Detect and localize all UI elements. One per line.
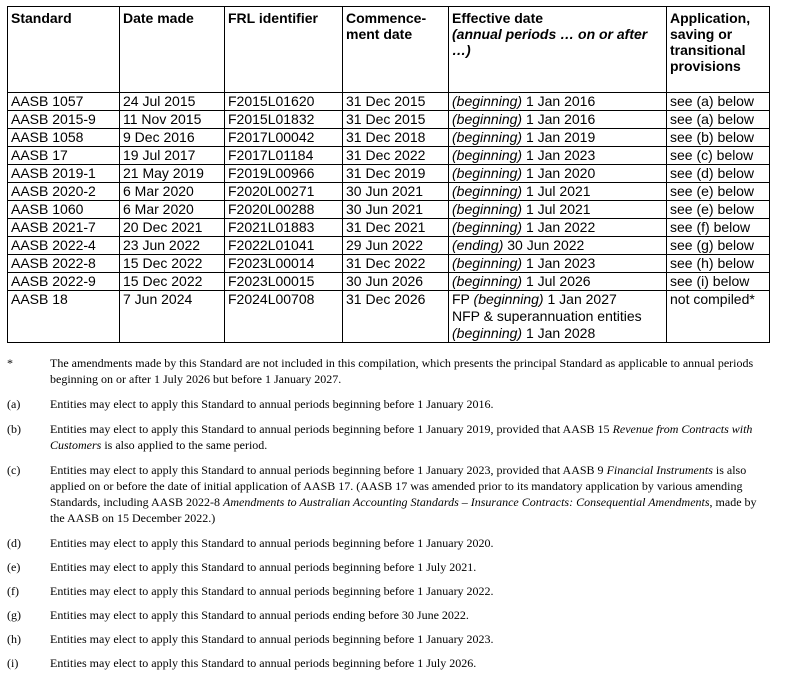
- cell-effective-date: [449, 129, 667, 147]
- effective-fp-prefix: FP: [452, 291, 470, 307]
- cell-standard: AASB 17: [8, 147, 120, 165]
- footnote-key: (i): [7, 656, 19, 670]
- header-effective-date-subtitle: (annual periods … on or after …): [452, 26, 648, 58]
- footnotes: [7, 355, 767, 679]
- footnote-text: Entities may elect to apply this Standard to annual periods beginning before 1 January 2020.: [50, 536, 494, 550]
- table-row: [8, 255, 770, 273]
- table-row: [8, 165, 770, 183]
- cell-date-made: 24 Jul 2015: [120, 93, 225, 111]
- effective-date-value: 1 Jan 2023: [525, 255, 596, 271]
- table-header-row: [8, 7, 770, 93]
- cell-date-made: 9 Dec 2016: [120, 129, 225, 147]
- cell-standard: AASB 1057: [8, 93, 120, 111]
- cell-effective-date: [449, 111, 667, 129]
- effective-date-value: 1 Jan 2020: [525, 165, 596, 181]
- cell-effective-date: [449, 93, 667, 111]
- cell-commencement: 31 Dec 2021: [343, 219, 449, 237]
- footnote-text-part: Entities may elect to apply this Standard to annual periods beginning before 1 January 2019, provided that AASB 15: [50, 422, 613, 436]
- table-row: [8, 129, 770, 147]
- cell-date-made: 6 Mar 2020: [120, 183, 225, 201]
- cell-application: see (d) below: [667, 165, 770, 183]
- cell-frl: F2015L01620: [225, 93, 343, 111]
- cell-commencement: 31 Dec 2022: [343, 147, 449, 165]
- cell-standard: AASB 2019-1: [8, 165, 120, 183]
- cell-commencement: 30 Jun 2021: [343, 201, 449, 219]
- cell-frl: F2023L00014: [225, 255, 343, 273]
- header-frl-identifier: FRL identifier: [225, 7, 343, 93]
- cell-standard: AASB 2022-4: [8, 237, 120, 255]
- table-row: [8, 273, 770, 291]
- cell-standard: AASB 2022-9: [8, 273, 120, 291]
- table-row-aasb-18: [8, 291, 770, 343]
- cell-date-made: 19 Jul 2017: [120, 147, 225, 165]
- cell-standard: AASB 2020-2: [8, 183, 120, 201]
- cell-standard: AASB 2021-7: [8, 219, 120, 237]
- table-row: [8, 237, 770, 255]
- effective-qualifier: (beginning): [452, 165, 523, 181]
- cell-application: see (a) below: [667, 111, 770, 129]
- cell-frl: F2020L00288: [225, 201, 343, 219]
- footnote-text-part: Entities may elect to apply this Standard to annual periods beginning before 1 January 2023, provided that AASB 9: [50, 463, 607, 477]
- header-effective-date: [449, 7, 667, 93]
- cell-date-made: 23 Jun 2022: [120, 237, 225, 255]
- footnote-italic-title: Amendments to Australian Accounting Standards – Insurance Contracts: Consequential Amendments: [223, 495, 710, 509]
- cell-date-made: 15 Dec 2022: [120, 255, 225, 273]
- cell-commencement: 30 Jun 2026: [343, 273, 449, 291]
- cell-standard: AASB 1058: [8, 129, 120, 147]
- cell-commencement: 31 Dec 2015: [343, 93, 449, 111]
- footnote-g: [7, 607, 767, 623]
- effective-qualifier: (beginning): [452, 201, 523, 217]
- footnote-text: [50, 421, 767, 453]
- cell-standard: AASB 1060: [8, 201, 120, 219]
- footnote-italic-title: Revenue from Contracts with Customers: [50, 422, 753, 452]
- table-row: [8, 147, 770, 165]
- footnote-key: (c): [7, 463, 21, 477]
- footnote-text: The amendments made by this Standard are not included in this compilation, which presents the principal Standard as applicable to annual periods beginning on or after 1 July 2026 but before 1 January 2027.: [50, 356, 754, 386]
- cell-effective-date: [449, 219, 667, 237]
- cell-commencement: 31 Dec 2022: [343, 255, 449, 273]
- table-row: [8, 219, 770, 237]
- footnote-key: (f): [7, 584, 19, 598]
- cell-date-made: 7 Jun 2024: [120, 291, 225, 343]
- effective-qualifier: (beginning): [452, 93, 523, 109]
- cell-standard: AASB 2022-8: [8, 255, 120, 273]
- footnote-key: (g): [7, 608, 21, 622]
- cell-effective-date: [449, 147, 667, 165]
- footnote-key: (b): [7, 422, 21, 436]
- effective-qualifier: (beginning): [452, 273, 523, 289]
- cell-date-made: 11 Nov 2015: [120, 111, 225, 129]
- cell-commencement: 31 Dec 2015: [343, 111, 449, 129]
- cell-frl: F2023L00015: [225, 273, 343, 291]
- table-row: [8, 183, 770, 201]
- footnote-text: [50, 462, 767, 526]
- cell-commencement: 31 Dec 2019: [343, 165, 449, 183]
- cell-effective-date: [449, 255, 667, 273]
- effective-qualifier: (ending): [452, 237, 504, 253]
- footnote-italic-title: Financial Instruments: [606, 463, 713, 477]
- footnote-text-part: is also applied to the same period.: [101, 438, 268, 452]
- table-row: [8, 201, 770, 219]
- table-body: [8, 93, 770, 343]
- cell-standard: AASB 2015-9: [8, 111, 120, 129]
- cell-effective-date: [449, 165, 667, 183]
- effective-nfp-qualifier: (beginning): [452, 325, 523, 341]
- effective-qualifier: (beginning): [452, 147, 523, 163]
- cell-application: see (i) below: [667, 273, 770, 291]
- header-commencement-date: Commence-ment date: [343, 7, 449, 93]
- footnote-text: Entities may elect to apply this Standard to annual periods beginning before 1 January 2016.: [50, 397, 494, 411]
- cell-effective-date: [449, 237, 667, 255]
- standards-table: [7, 6, 770, 343]
- effective-qualifier: (beginning): [452, 111, 523, 127]
- cell-application: see (e) below: [667, 183, 770, 201]
- footnote-i: [7, 655, 767, 671]
- cell-commencement: 30 Jun 2021: [343, 183, 449, 201]
- cell-date-made: 15 Dec 2022: [120, 273, 225, 291]
- cell-frl: F2017L01184: [225, 147, 343, 165]
- cell-frl: F2019L00966: [225, 165, 343, 183]
- footnote-e: [7, 559, 767, 575]
- header-standard: Standard: [8, 7, 120, 93]
- footnote-text: Entities may elect to apply this Standard to annual periods beginning before 1 January 2022.: [50, 584, 494, 598]
- cell-effective-date: [449, 183, 667, 201]
- cell-application: see (h) below: [667, 255, 770, 273]
- effective-nfp-label: NFP & superannuation entities: [452, 308, 642, 324]
- table-row: [8, 93, 770, 111]
- effective-qualifier: (beginning): [452, 219, 523, 235]
- footnote-text: Entities may elect to apply this Standard to annual periods beginning before 1 July 2021.: [50, 560, 477, 574]
- footnote-text: Entities may elect to apply this Standard to annual periods beginning before 1 January 2023.: [50, 632, 494, 646]
- cell-application: see (c) below: [667, 147, 770, 165]
- effective-date-value: 1 Jan 2016: [525, 93, 596, 109]
- cell-application: see (a) below: [667, 93, 770, 111]
- cell-application: not compiled*: [667, 291, 770, 343]
- footnote-key: (e): [7, 560, 21, 574]
- effective-qualifier: (beginning): [452, 129, 523, 145]
- effective-date-value: 1 Jan 2019: [525, 129, 596, 145]
- effective-nfp-date: 1 Jan 2028: [525, 325, 596, 341]
- footnote-key: (h): [7, 632, 21, 646]
- effective-date-value: 1 Jul 2021: [525, 183, 591, 199]
- cell-commencement: 31 Dec 2018: [343, 129, 449, 147]
- cell-standard: AASB 18: [8, 291, 120, 343]
- footnote-key: (a): [7, 397, 21, 411]
- cell-effective-date: [449, 201, 667, 219]
- effective-fp-qualifier: (beginning): [473, 291, 544, 307]
- cell-application: see (e) below: [667, 201, 770, 219]
- footnote-h: [7, 631, 767, 647]
- footnote-c: [7, 462, 767, 526]
- footnote-text-part: is also applied on or before the date of initial application of AASB 17. (AASB 17 was amended prior to its mandatory application by various amending Standards, including AASB 2022-8: [50, 463, 747, 509]
- footnote-text-part: , made by the AASB on 15 December 2022.): [50, 495, 757, 525]
- footnote-f: [7, 583, 767, 599]
- cell-frl: F2021L01883: [225, 219, 343, 237]
- cell-application: see (f) below: [667, 219, 770, 237]
- cell-date-made: 21 May 2019: [120, 165, 225, 183]
- cell-frl: F2015L01832: [225, 111, 343, 129]
- effective-date-value: 1 Jan 2022: [525, 219, 596, 235]
- cell-frl: F2017L00042: [225, 129, 343, 147]
- footnote-key: *: [7, 356, 13, 370]
- cell-frl: F2020L00271: [225, 183, 343, 201]
- header-date-made: Date made: [120, 7, 225, 93]
- footnote-text: Entities may elect to apply this Standard to annual periods beginning before 1 July 2026.: [50, 656, 477, 670]
- footnote-text: Entities may elect to apply this Standard to annual periods ending before 30 June 2022.: [50, 608, 469, 622]
- cell-application: see (b) below: [667, 129, 770, 147]
- cell-effective-date: [449, 291, 667, 343]
- effective-fp-date: 1 Jan 2027: [547, 291, 617, 307]
- effective-date-value: 30 Jun 2022: [507, 237, 585, 253]
- cell-effective-date: [449, 273, 667, 291]
- cell-frl: F2022L01041: [225, 237, 343, 255]
- header-application: Application, saving or transitional provisions: [667, 7, 770, 93]
- effective-qualifier: (beginning): [452, 183, 523, 199]
- footnote-a: [7, 396, 767, 412]
- cell-date-made: 20 Dec 2021: [120, 219, 225, 237]
- effective-date-value: 1 Jul 2021: [525, 201, 591, 217]
- effective-date-value: 1 Jan 2016: [525, 111, 596, 127]
- cell-date-made: 6 Mar 2020: [120, 201, 225, 219]
- cell-frl: F2024L00708: [225, 291, 343, 343]
- footnote-d: [7, 535, 767, 551]
- footnote-star: [7, 355, 767, 387]
- table-row: [8, 111, 770, 129]
- footnote-key: (d): [7, 536, 21, 550]
- footnote-b: [7, 421, 767, 453]
- cell-application: see (g) below: [667, 237, 770, 255]
- cell-commencement: 31 Dec 2026: [343, 291, 449, 343]
- cell-commencement: 29 Jun 2022: [343, 237, 449, 255]
- effective-date-value: 1 Jul 2026: [525, 273, 591, 289]
- effective-date-value: 1 Jan 2023: [525, 147, 596, 163]
- effective-qualifier: (beginning): [452, 255, 523, 271]
- header-effective-date-title: Effective date: [452, 10, 544, 26]
